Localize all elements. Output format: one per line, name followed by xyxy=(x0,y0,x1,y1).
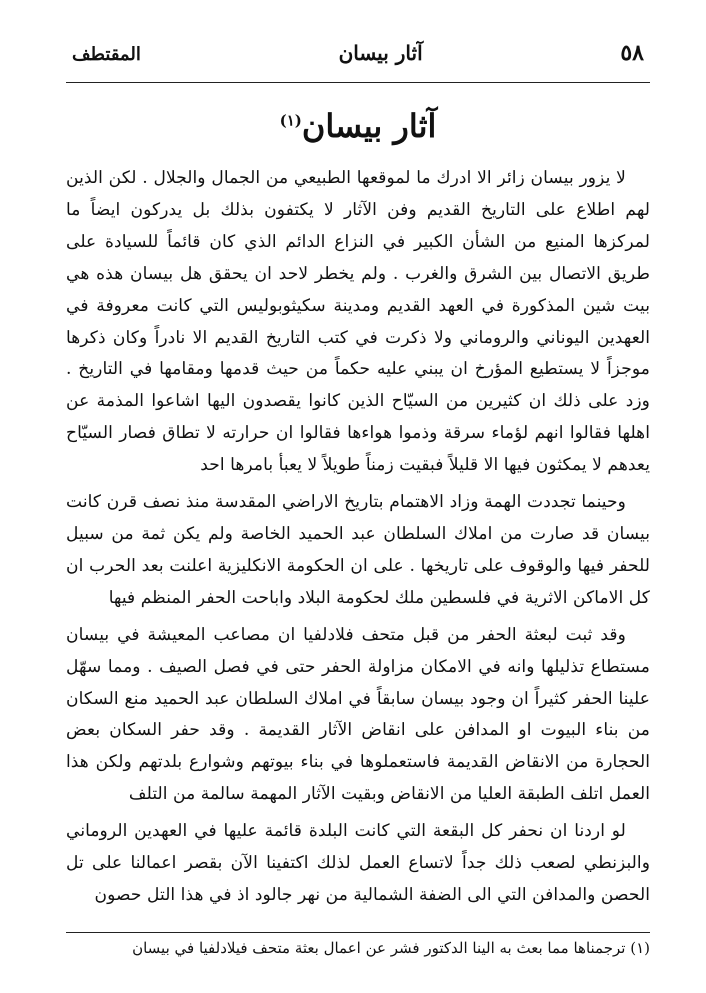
title-footnote-marker: (١) xyxy=(279,111,302,130)
article-title-text: آثار بيسان xyxy=(301,107,437,145)
paragraph: لا يزور بيسان زائر الا ادرك ما لموقعها الطبيعي من الجمال والجلال . لكن الذين لهم اطلاع على التاريخ القديم وفن الآثار لا يكتفون بذلك بل يدركون ايضاً ما لمركزها المنيع من الشأن الكبير في النزاع الدائم الذي كان قائماً للسيادة على طريق الاتصال بين الشرق والغرب . ولم يخطر لاحد ان يحقق هل بيسان هذه هي بيت شين المذكورة في العهد القديم ومدينة سكيثوبوليس التي كانت معروفة في العهدين اليوناني والروماني ولا ذكرت في كتب التاريخ القديم الا نادراً وكان ذكرها موجزاً لا يستطيع المؤرخ ان يبني عليه حكماً من حيث قدمها ومقامها في التاريخ . وزد على ذلك ان كثيرين من السيّاح الذين كانوا يقصدون اليها اشاعوا المذمة عن اهلها فقالوا انهم لؤماء سرقة وذموا هواءها فقالوا ان حرارته لا تطاق فصار السيّاح يعدهم لا يمكثون فيها الا قليلاً فبقيت زمناً طويلاً لا يعبأ بامرها احد xyxy=(66,168,650,476)
footnote-text: ترجمناها مما بعث به الينا الدكتور فشر عن اعمال بعثة متحف فيلادلفيا في بيسان xyxy=(132,939,626,957)
paragraph: لو اردنا ان نحفر كل البقعة التي كانت البلدة قائمة عليها في العهدين الروماني والبزنطي لصعب ذلك جداً لاتساع العمل لذلك اكتفينا الآن بقصر اعمالنا على تل الحصن والمدافن التي الى الضفة الشمالية من نهر جالود اذ في هذا التل حصون xyxy=(66,821,650,905)
running-title: آثار بيسان xyxy=(338,41,423,65)
paragraph: وحينما تجددت الهمة وزاد الاهتمام بتاريخ الاراضي المقدسة منذ نصف قرن كانت بيسان قد صارت من املاك السلطان عبد الحميد الخاصة ولم يكن ثمة من سبيل للحفر فيها والوقوف على تاريخها . على ان الحكومة الانكليزية اعلنت بعد الحرب ان كل الاماكن الاثرية في فلسطين ملك لحكومة البلاد واباحت الحفر المنظم فيها xyxy=(66,492,650,608)
page-header xyxy=(66,40,650,83)
journal-name: المقتطف xyxy=(72,44,141,65)
article-body xyxy=(66,163,650,912)
footnote-marker: (١) xyxy=(630,939,650,957)
footnote xyxy=(66,932,650,957)
article-title xyxy=(66,107,650,145)
page-number: ٥٨ xyxy=(620,40,644,66)
paragraph: وقد ثبت لبعثة الحفر من قبل متحف فلادلفيا ان مصاعب المعيشة في بيسان مستطاع تذليلها وانه في الامكان مزاولة الحفر حتى في فصل الصيف . ومما سهّل علينا الحفر كثيراً ان وجود بيسان سابقاً في املاك السلطان عبد الحميد منع السكان من بناء البيوت او المدافن على انقاض الآثار القديمة . وقد حفر السكان بعض الحجارة من الانقاض القديمة فاستعملوها في بناء بيوتهم وشوارع بلدتهم ولكن هذا العمل اتلف الطبقة العليا من الانقاض وبقيت الآثار المهمة سالمة من التلف xyxy=(66,624,650,805)
